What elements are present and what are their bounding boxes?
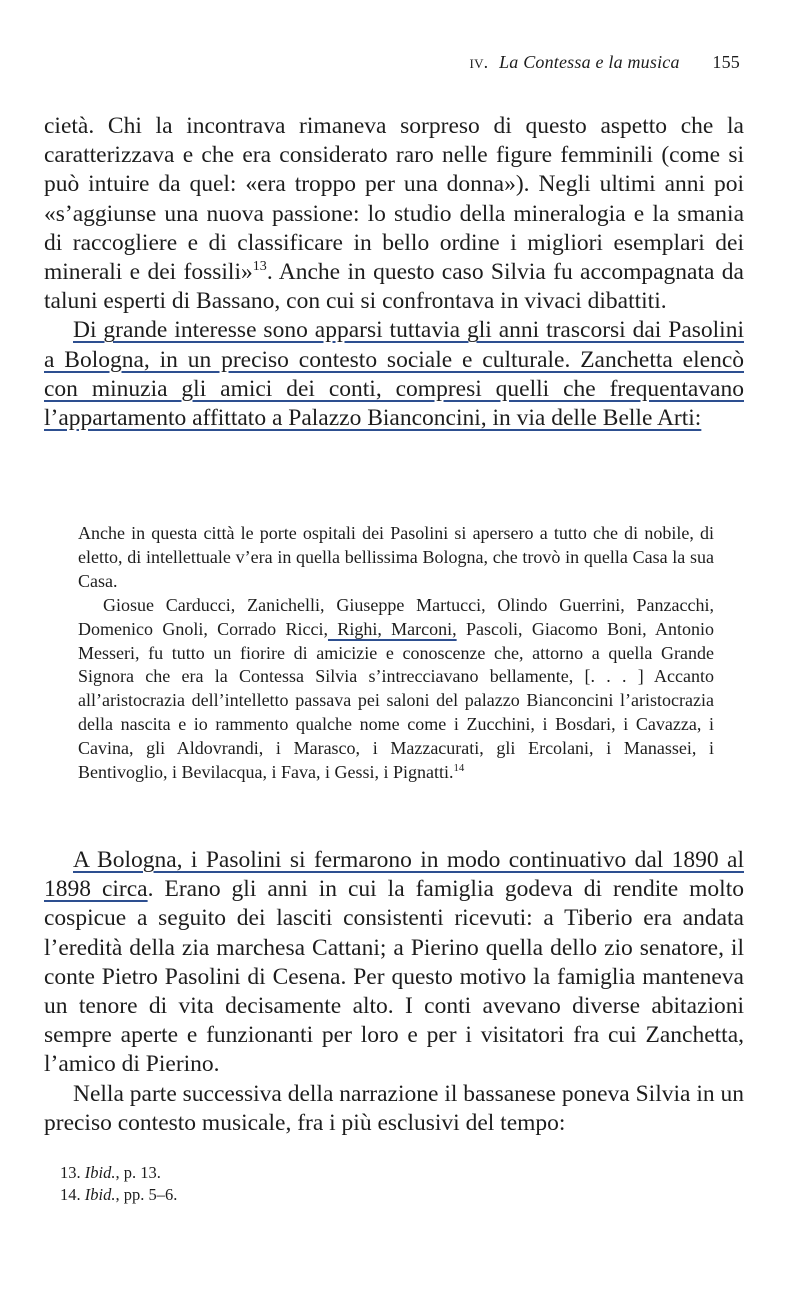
chapter-title: La Contessa e la musica: [499, 52, 680, 72]
page-number: 155: [712, 52, 740, 72]
underlined-dates: A Bologna, i Pasolini si fermarono in modo continuativo dal 1890 al 1898 circa: [44, 847, 744, 903]
chapter-number: iv.: [469, 52, 489, 72]
paragraph-1: cietà. Chi la incontrava rimaneva sorpreso di questo aspetto che la caratterizzava e che era considerato raro nelle figure femminili (come si può intuire da quel: «era troppo per una donna»). Negli ultimi anni poi «s’aggiunse una nuova passione: lo studio della mineralogia e la smania di raccogliere e di classificare in bello ordine i migliori esemplari dei minerali e dei fossili»$^{13}$. Anche in questo caso Silvia fu accompagnata da taluni esperti di Bassano, con cui si confrontava in vivaci dibattiti.: [44, 113, 744, 315]
body-block-top: [44, 112, 744, 433]
quote-paragraph-1: Anche in questa città le porte ospitali dei Pasolini si apersero a tutto che di nobile, di eletto, di intellettuale v’era in quella bellissima Bologna, che trovò in quella Casa la sua Casa.: [78, 523, 714, 591]
body-block-bottom: [44, 846, 744, 1138]
paragraph-2: Di grande interesse sono apparsi tuttavia gli anni trascorsi dai Pasolini a Bologna, in un preciso contesto sociale e culturale. Zanchetta elencò con minuzia gli amici dei conti, compresi quelli che frequentavano l’appartamento affittato a Palazzo Bianconcini, in via delle Belle Arti:: [44, 317, 744, 432]
footnote-13: 13. Ibid., p. 13.: [60, 1163, 161, 1182]
footnote-14: 14. Ibid., pp. 5–6.: [60, 1185, 178, 1204]
paragraph-4: Nella parte successiva della narrazione il bassanese poneva Silvia in un preciso contesto musicale, fra i più esclusivi del tempo:: [44, 1080, 744, 1136]
footnote-ref-13: 13: [252, 258, 267, 275]
footnote-ref-14: 14: [453, 762, 465, 775]
quote-paragraph-2: Giosue Carducci, Zanichelli, Giuseppe Martucci, Olindo Guerrini, Panzacchi, Domenico Gnoli, Corrado Ricci, Righi, Marconi, Pascoli, Giacomo Boni, Antonio Messeri, fu tutto un fiorire di amicizie e conoscenze che, attorno a quella Grande Signora che era la Contessa Silvia s’intrecciavano bellamente, [. . . ] Accanto all’aristocrazia dell’intelletto passava pei saloni del palazzo Bianconcini l’aristocrazia della nascita e io rammento qualche nome come i Zucchini, i Bosdari, i Cavazza, i Cavina, gli Aldovrandi, i Marasco, i Mazzacurati, gli Ercolani, i Manassei, i Bentivoglio, i Bevilacqua, i Fava, i Gessi, i Pignatti.$^{14}$: [78, 594, 714, 783]
footnotes: [60, 1162, 460, 1206]
running-header: [60, 52, 740, 73]
underlined-names: Righi, Marconi,: [327, 618, 457, 639]
paragraph-3: A Bologna, i Pasolini si fermarono in modo continuativo dal 1890 al 1898 circa. Erano gli anni in cui la famiglia godeva di rendite molto cospicue a seguito dei lasciti consistenti ricevuti: a Tiberio era andata l’eredità della zia marchesa Cattani; a Pierino quella dello zio senatore, il conte Pietro Pasolini di Cesena. Per questo motivo la famiglia manteneva un tenore di vita decisamente alto. I conti avevano diverse abitazioni sempre aperte e funzionanti per loro e per i visitatori fra cui Zanchetta, l’amico di Pierino.: [44, 847, 744, 1078]
block-quote: [78, 522, 714, 785]
